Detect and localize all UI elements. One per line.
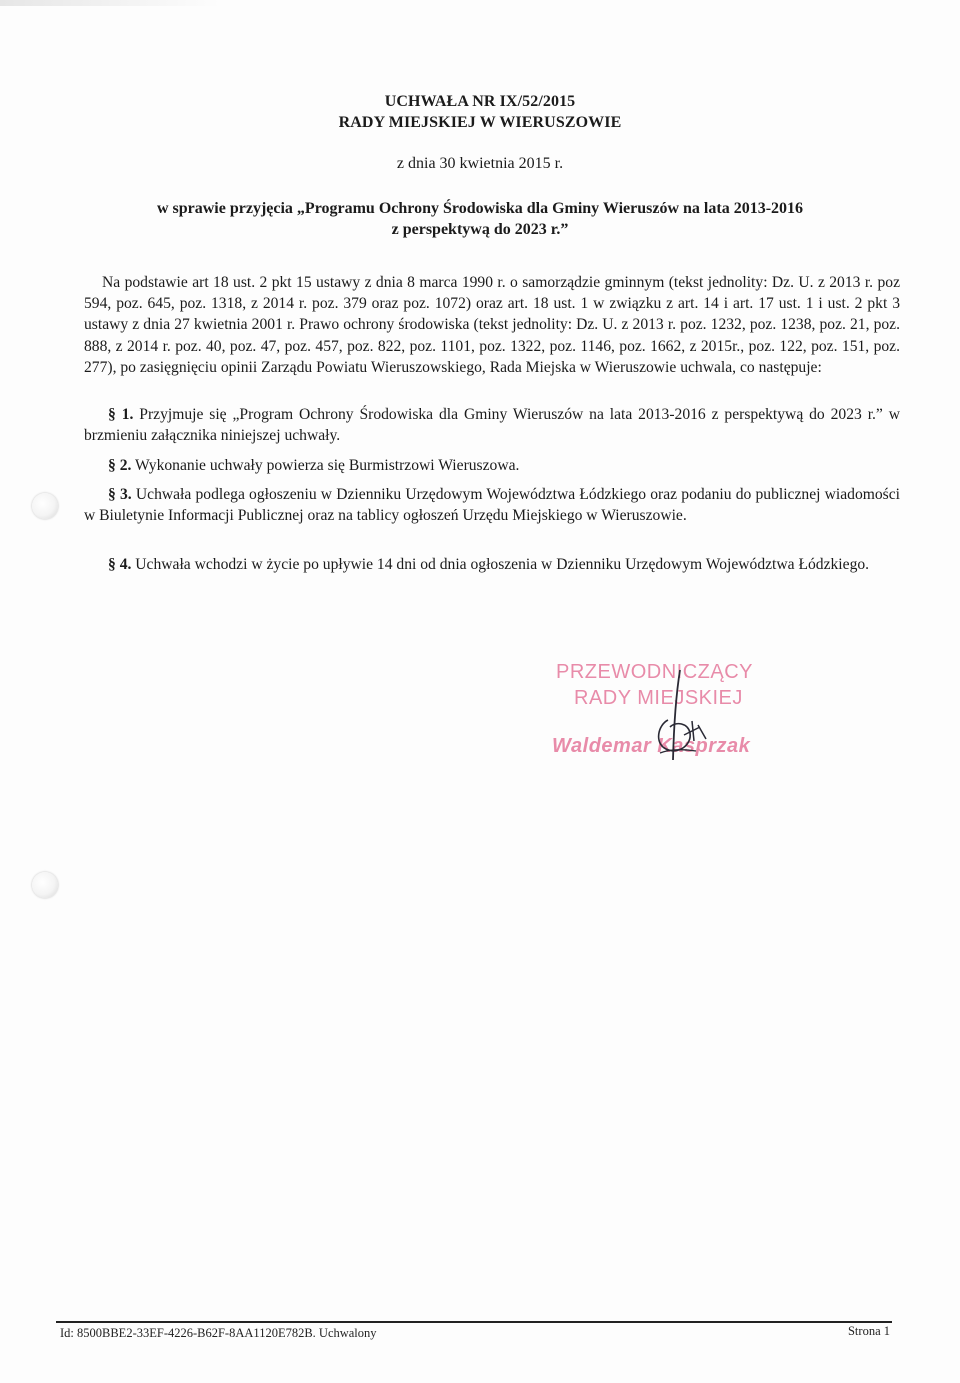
punch-hole-bottom: [32, 872, 58, 898]
section-3-text: Uchwała podlega ogłoszeniu w Dzienniku Urzędowym Województwa Łódzkiego oraz podaniu do publicznej wiadomości w Biuletynie Informacji Publicznej oraz na tablicy ogłoszeń Urzędu Miejskiego w Wieruszowie.: [84, 486, 900, 525]
council-name: RADY MIEJSKIEJ W WIERUSZOWIE: [338, 114, 622, 131]
scan-artifact: [0, 0, 220, 6]
section-2-number: § 2.: [108, 457, 132, 474]
handwritten-signature: [640, 665, 720, 775]
legal-basis-text: Na podstawie art 18 ust. 2 pkt 15 ustawy z dnia 8 marca 1990 r. o samorządzie gminnym (tekst jednolity: Dz. U. z 2013 r. poz 594, poz. 645, poz. 1318, z 2014 r. poz. 379 oraz poz. 1072) oraz art. 18 ust. 1 w związku z art. 14 i art. 17 ust. 1 i ust. 2 pkt 3 ustawy z dnia 27 kwietnia 2001 r. Prawo ochrony środowiska (tekst jednolity: Dz. U. z 2013 r. poz. 1232, poz. 1238, poz. 21, poz. 888, z 2014 r. poz. 40, poz. 47, poz. 457, poz. 822, poz. 1101, poz. 1322, poz. 1146, poz. 1662, z 2015r., poz. 122, poz. 151, poz. 277), po zasięgnięciu opinii Zarządu Powiatu Wieruszowskiego, Rada Miejska w Wieruszowie uchwala, co następuje:: [84, 274, 900, 376]
resolution-number: UCHWAŁA NR IX/52/2015: [384, 93, 576, 110]
punch-hole-top: [32, 493, 58, 519]
section-1: [84, 404, 900, 446]
section-4-number: § 4.: [108, 556, 132, 573]
section-4: [84, 554, 900, 575]
resolution-subject: [0, 198, 960, 240]
section-1-text: Przyjmuje się „Program Ochrony Środowiska dla Gminy Wieruszów na lata 2013-2016 z perspektywą do 2023 r.” w brzmieniu załącznika niniejszej uchwały.: [84, 406, 901, 445]
section-1-number: § 1.: [108, 406, 134, 423]
stamp-title: PRZEWODNICZĄCY: [556, 661, 753, 683]
legal-basis-paragraph: [84, 272, 900, 378]
section-2: [84, 455, 900, 476]
document-id: Id: 8500BBE2-33EF-4226-B62F-8AA1120E782B. Uchwalony: [60, 1326, 377, 1340]
section-4-text: Uchwała wchodzi w życie po upływie 14 dni od dnia ogłoszenia w Dzienniku Urzędowym Województwa Łódzkiego.: [135, 556, 870, 573]
section-3-number: § 3.: [108, 486, 132, 503]
subject-line-1: w sprawie przyjęcia „Programu Ochrony Środowiska dla Gminy Wieruszów na lata 2013-2016: [156, 200, 804, 217]
subject-line-2: z perspektywą do 2023 r.”: [391, 221, 569, 238]
section-3: [84, 484, 900, 526]
stamp-council: RADY MIEJSKIEJ: [574, 687, 743, 709]
page-number: Strona 1: [847, 1324, 890, 1338]
footer-divider: [56, 1321, 892, 1323]
resolution-date: z dnia 30 kwietnia 2015 r.: [396, 155, 564, 172]
section-2-text: Wykonanie uchwały powierza się Burmistrzowi Wieruszowa.: [135, 457, 520, 474]
stamp-name: Waldemar Kasprzak: [552, 735, 751, 757]
